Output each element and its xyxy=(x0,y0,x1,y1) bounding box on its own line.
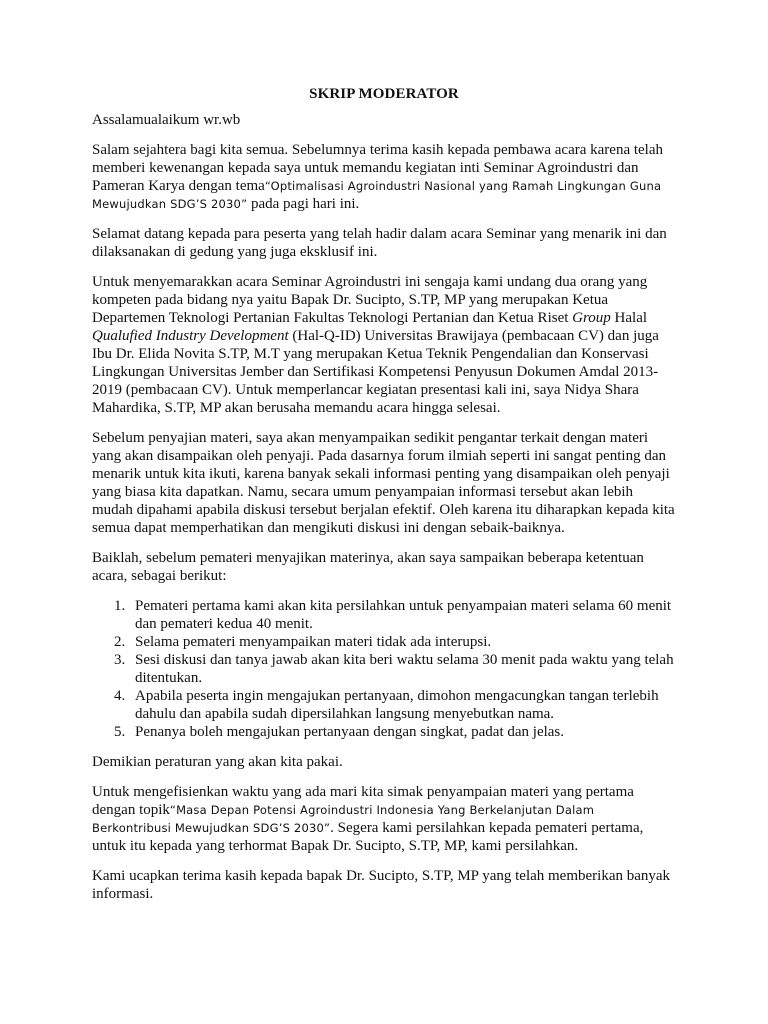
rule-item: 3. Sesi diskusi dan tanya jawab akan kita beri waktu selama 30 menit pada waktu yang telah ditentukan. xyxy=(129,651,676,687)
paragraph-thanks: Kami ucapkan terima kasih kepada bapak Dr. Sucipto, S.TP, MP yang telah memberikan banyak informasi. xyxy=(92,868,671,902)
document-page xyxy=(92,82,676,915)
paragraph-rules-closing: Demikian peraturan yang akan kita pakai. xyxy=(92,754,343,770)
qualified-term: Qualufied Industry Development xyxy=(92,328,289,344)
greeting: Assalamualaikum wr.wb xyxy=(92,112,241,128)
paragraph-first-speaker xyxy=(92,783,676,855)
speakers-text-a: Untuk menyemarakkan acara Seminar Agroindustri ini sengaja kami undang dua orang yang kompeten pada bidang nya yaitu Bapak Dr. Sucipto, S.TP, MP yang merupakan Ketua Departemen Teknologi Pertanian Fakultas Teknologi Pertanian dan Ketua Riset xyxy=(92,274,648,326)
paragraph-opening-text: Salam sejahtera bagi kita semua. Sebelumnya terima kasih kepada pembawa acara karena telah memberi kewenangan kepada saya untuk memandu kegiatan inti Seminar Agroindustri dan Pameran Karya dengan tema xyxy=(92,142,663,194)
paragraph-rules-intro: Baiklah, sebelum pemateri menyajikan materinya, akan saya sampaikan beberapa ketentuan acara, sebagai berikut: xyxy=(92,550,644,584)
first-speaker-text-b: . Segera kami persilahkan kepada pemateri pertama, untuk itu kepada yang terhormat Bapak Dr. Sucipto, S.TP, MP, kami persilahkan. xyxy=(92,820,644,854)
paragraph-opening xyxy=(92,141,676,213)
first-speaker-text-a: Untuk mengefisienkan waktu yang ada mari kita simak penyampaian materi yang pertama dengan topik xyxy=(92,784,634,818)
seminar-theme: “Optimalisasi Agroindustri Nasional yang Ramah Lingkungan Guna Mewujudkan SDG’S 2030” xyxy=(92,179,662,211)
rule-item: 2. Selama pemateri menyampaikan materi tidak ada interupsi. xyxy=(129,633,676,651)
rule-item: 1. Pemateri pertama kami akan kita persilahkan untuk penyampaian materi selama 60 menit dan pemateri kedua 40 menit. xyxy=(129,597,676,633)
rules-list xyxy=(92,597,676,741)
speakers-text-b: Halal xyxy=(610,310,648,326)
paragraph-introduction: Sebelum penyajian materi, saya akan menyampaikan sedikit pengantar terkait dengan materi yang akan disampaikan oleh penyaji. Pada dasarnya forum ilmiah seperti ini sangat penting dan menarik untuk kita ikuti, karena banyak sekali informasi penting yang disampaikan oleh penyaji yang biasa kita dapatkan. Namu, secara umum penyampaian informasi tersebut akan lebih mudah dipahami apabila diskusi tersebut berjalan efektif. Oleh karena itu diharapkan kepada kita semua dapat memperhatikan dan mengikuti diskusi ini dengan sebaik-baiknya. xyxy=(92,430,675,536)
paragraph-opening-end: pada pagi hari ini. xyxy=(247,196,360,212)
rule-item: 4. Apabila peserta ingin mengajukan pertanyaan, dimohon mengacungkan tangan terlebih dahulu dan apabila sudah dipersilahkan langsung menyebutkan nama. xyxy=(129,687,676,723)
rule-item: 5. Penanya boleh mengajukan pertanyaan dengan singkat, padat dan jelas. xyxy=(129,723,676,741)
paragraph-welcome: Selamat datang kepada para peserta yang telah hadir dalam acara Seminar yang menarik ini dan dilaksanakan di gedung yang juga eksklusif ini. xyxy=(92,226,667,260)
group-term: Group xyxy=(572,310,611,326)
document-title: SKRIP MODERATOR xyxy=(309,86,459,102)
first-speaker-topic: “Masa Depan Potensi Agroindustri Indonesia Yang Berkelanjutan Dalam Berkontribusi Mewujudkan SDG’S 2030” xyxy=(92,803,595,835)
speakers-text-c: (Hal-Q-ID) Universitas Brawijaya (pembacaan CV) dan juga Ibu Dr. Elida Novita S.TP, M.T yang merupakan Ketua Teknik Pengendalian dan Konservasi Lingkungan Universitas Jember dan Sertifikasi Kompetensi Penyusun Dokumen Amdal 2013-2019 (pembacaan CV). Untuk memperlancar kegiatan presentasi kali ini, saya Nidya Shara Mahardika, S.TP, MP akan berusaha memandu acara hingga selesai. xyxy=(92,328,659,416)
paragraph-speakers xyxy=(92,273,676,417)
